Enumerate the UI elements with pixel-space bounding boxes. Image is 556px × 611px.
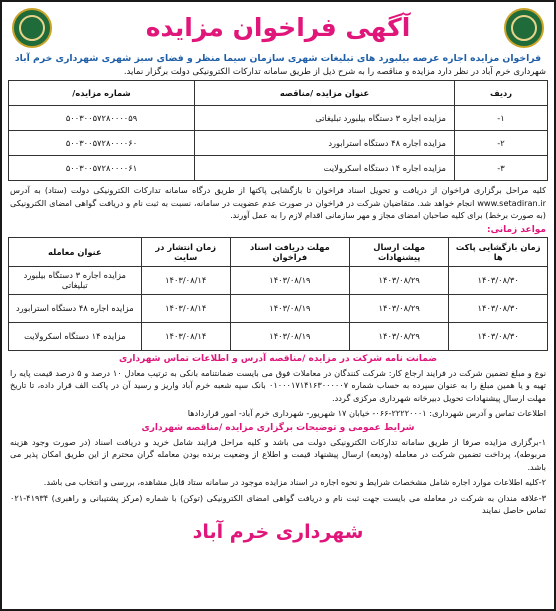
header-publish: زمان انتشار در سایت <box>141 237 230 266</box>
auction-table <box>8 80 548 181</box>
table-row <box>9 131 548 156</box>
auction-number: ۵۰۰۳۰۰۵۷۲۸۰۰۰۰۶۱ <box>9 156 195 181</box>
auction-number: ۵۰۰۳۰۰۵۷۲۸۰۰۰۰۶۰ <box>9 131 195 156</box>
guarantee-title: ضمانت نامه شرکت در مزایده /مناقصه آدرس و اطلاعات تماس شهرداری <box>118 353 438 364</box>
deal-title: مزایده اجاره ۳ دستگاه بیلبورد تبلیغاتی <box>9 266 142 294</box>
opening-date: ۱۴۰۳/۰۸/۳۰ <box>449 294 548 322</box>
intro-text: شهرداری خرم آباد در نظر دارد مزایده و مناقصه را به شرح ذیل از طریق سامانه تدارکات الکترونیکی دولت برگزار نماید. <box>123 67 546 77</box>
header-auction-number: شماره مزایده/ <box>9 81 195 106</box>
municipality-logo-icon <box>12 8 52 48</box>
subtitle: فراخوان مزایده اجاره عرصه بیلبورد های تبلیغات شهری سازمان سیما منظر و فضای سبز شهری شهرداری خرم آباد <box>14 53 542 64</box>
schedule-table <box>8 237 548 351</box>
submission-date: ۱۴۰۳/۰۸/۲۹ <box>350 266 449 294</box>
row-number: ۳- <box>455 156 548 181</box>
dates-title: مواعد زمانی: <box>487 224 546 235</box>
term-item: ۱-برگزاری مزایده صرفا از طریق سامانه تدارکات الکترونیکی دولت می باشد و کلیه مراحل فرایند شامل خرید و دریافت اسناد (در صورت وجود هزینه مربوطه)، پرداخت تضمین شرکت در معامله (ودیعه) ارسال پیشنهاد قیمت و اطلاع از وضعیت برنده بودن معامله گران محترم از این طریق امکان پذیر می باشد. <box>10 436 546 472</box>
procedure-text: کلیه مراحل برگزاری فراخوان از دریافت و تحویل اسناد فراخوان تا بازگشایی پاکتها از طریق درگاه سامانه تدارکات الکترونیکی دولت (ستاد) به آدرس www.setadiran.ir انجام خواهد شد. متقاضیان شرکت در فراخوان در صورت عدم عضویت در سامانه، نسبت به ثبت نام و دریافت گواهی امضای الکترونیکی (به صورت برخط) برای کلیه صاحبان امضای مجاز و مهر سازمانی اقدام لازم را به عمل آورند. <box>10 185 546 220</box>
table-row <box>9 322 548 350</box>
receive-docs-date: ۱۴۰۳/۰۸/۱۹ <box>230 322 349 350</box>
auction-title: مزایده اجاره ۱۴ دستگاه اسکرولایت <box>195 156 455 181</box>
page-title: آگهی فراخوان مزایده <box>145 13 411 42</box>
term-item: ۲-کلیه اطلاعات موارد اجاره شامل مشخصات شرایط و نحوه اجاره در اسناد مزایده موجود در سامانه ستاد قابل مشاهده، بررسی و انتخاب می باشد. <box>43 477 546 487</box>
publish-date: ۱۴۰۳/۰۸/۱۴ <box>141 294 230 322</box>
table-row <box>9 106 548 131</box>
table-row <box>9 294 548 322</box>
receive-docs-date: ۱۴۰۳/۰۸/۱۹ <box>230 266 349 294</box>
deal-title: مزایده اجاره ۴۸ دستگاه استرابورد <box>9 294 142 322</box>
header-submission: مهلت ارسال پیشنهادات <box>350 237 449 266</box>
row-number: ۲- <box>455 131 548 156</box>
receive-docs-date: ۱۴۰۳/۰۸/۱۹ <box>230 294 349 322</box>
table-row <box>9 156 548 181</box>
guarantee-text: نوع و مبلغ تضمین شرکت در فرایند ارجاع کار: شرکت کنندگان در معاملات فوق می بایست ضمانتنامه بانکی به ترتیب معادل ۱۰ درصد و ۵ درصد قیمت پایه را تهیه و یا همین مبلغ را به عنوان سپرده به حساب شماره ۰۱۰۰۰۱۷۱۴۱۶۳۰۰۰۰۰۷ بانک سپه شعبه خرم آباد واریز و رسید آن در پاکت الف قرار داده، تا تاریخ مهلت ارسال پیشنهادات تحویل دبیرخانه شهرداری مرکزی گردد. <box>10 367 547 403</box>
submission-date: ۱۴۰۳/۰۸/۲۹ <box>350 322 449 350</box>
header-deal-title: عنوان معامله <box>9 237 142 266</box>
auction-title: مزایده اجاره ۳ دستگاه بیلبورد تبلیغاتی <box>195 106 455 131</box>
header-row-number: ردیف <box>455 81 548 106</box>
header-receive-docs: مهلت دریافت اسناد فراخوان <box>230 237 349 266</box>
header-title: عنوان مزایده /مناقصه <box>195 81 455 106</box>
header <box>8 6 548 52</box>
publish-date: ۱۴۰۳/۰۸/۱۴ <box>141 322 230 350</box>
opening-date: ۱۴۰۳/۰۸/۳۰ <box>449 266 548 294</box>
auction-title: مزایده اجاره ۴۸ دستگاه استرابورد <box>195 131 455 156</box>
header-opening: زمان بازگشایی پاکت ها <box>449 237 548 266</box>
row-number: ۱- <box>455 106 548 131</box>
municipality-logo-icon <box>504 8 544 48</box>
contact-text: اطلاعات تماس و آدرس شهرداری: ۲۲۲۲۰۰۰۱-۰۶۶- خیابان ۱۷ شهریور- شهرداری خرم آباد- امور قراردادها <box>187 408 546 418</box>
publish-date: ۱۴۰۳/۰۸/۱۴ <box>141 266 230 294</box>
table-row <box>9 266 548 294</box>
auction-number: ۵۰۰۳۰۰۵۷۲۸۰۰۰۰۵۹ <box>9 106 195 131</box>
opening-date: ۱۴۰۳/۰۸/۳۰ <box>449 322 548 350</box>
submission-date: ۱۴۰۳/۰۸/۲۹ <box>350 294 449 322</box>
terms-title: شرایط عمومی و توضیحات برگزاری مزایده /مناقصه شهرداری <box>141 422 415 433</box>
deal-title: مزایده ۱۴ دستگاه اسکرولایت <box>9 322 142 350</box>
footer-signature: شهرداری خرم آباد <box>192 520 364 543</box>
term-item: ۳-علاقه مندان به شرکت در معامله می بایست جهت ثبت نام و دریافت گواهی امضای الکترونیکی (توکن) با شماره (مرکز پشتیبانی و راهبری) ۴۱۹۳۴-۰۲۱ تماس حاصل نمایند <box>10 492 546 515</box>
